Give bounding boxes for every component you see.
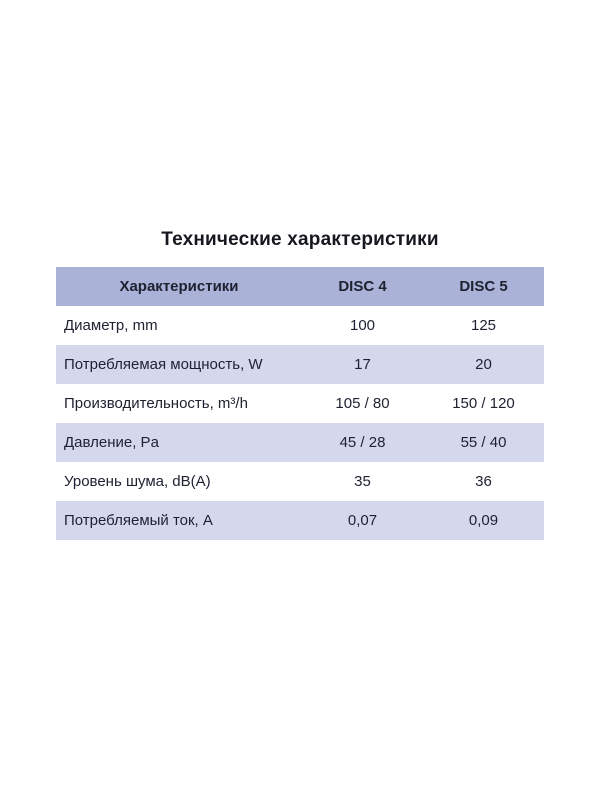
spec-sheet-page: [0, 229, 600, 800]
table-row: [56, 423, 544, 462]
row-disc4-value: 45 / 28: [339, 434, 386, 451]
header-characteristics: Характеристики: [119, 278, 239, 295]
table-row: [56, 384, 544, 423]
row-label: Потребляемая мощность, W: [64, 356, 263, 373]
header-disc4: DISC 4: [338, 278, 387, 295]
row-disc5-value: 125: [470, 317, 497, 334]
row-disc5-value: 20: [475, 356, 492, 373]
spec-table: [56, 267, 544, 540]
row-label: Уровень шума, dB(A): [64, 473, 211, 490]
row-disc4-value: 105 / 80: [335, 395, 390, 412]
row-label: Производительность, m³/h: [64, 395, 248, 412]
row-disc4-value: 100: [349, 317, 376, 334]
header-disc5: DISC 5: [459, 278, 508, 295]
table-row: [56, 501, 544, 540]
table-row: [56, 462, 544, 501]
page-title: Технические характеристики: [161, 229, 439, 250]
row-disc4-value: 17: [354, 356, 371, 373]
row-disc5-value: 150 / 120: [452, 395, 515, 412]
row-disc5-value: 55 / 40: [460, 434, 507, 451]
row-disc5-value: 36: [475, 473, 492, 490]
row-disc4-value: 35: [354, 473, 371, 490]
row-disc5-value: 0,09: [468, 512, 499, 529]
table-header-row: [56, 267, 544, 306]
row-label: Потребляемый ток, А: [64, 512, 213, 529]
row-label: Давление, Pa: [64, 434, 159, 451]
row-label: Диаметр, mm: [64, 317, 158, 334]
table-row: [56, 345, 544, 384]
row-disc4-value: 0,07: [347, 512, 378, 529]
table-row: [56, 306, 544, 345]
